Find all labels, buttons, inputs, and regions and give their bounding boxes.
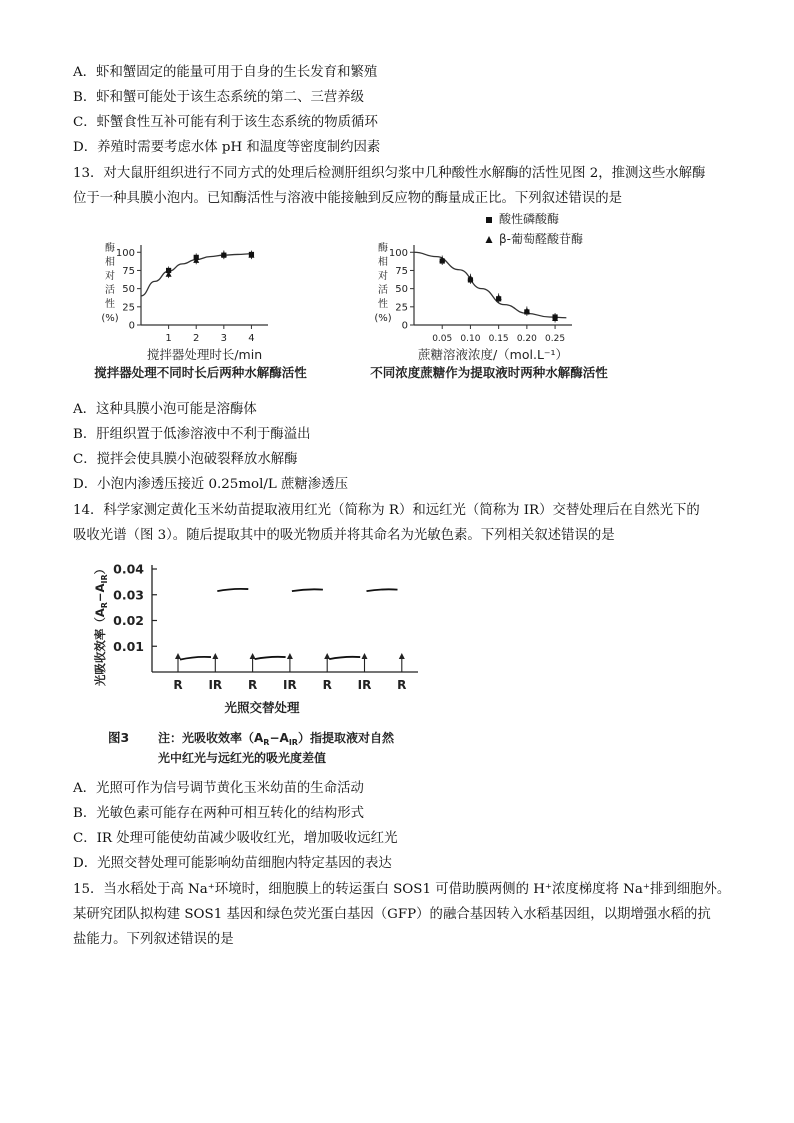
y-axis-label-close: ） bbox=[93, 562, 107, 575]
figure-note-line1 bbox=[158, 730, 395, 747]
q14-option-d: D．光照交替处理可能影响幼苗细胞内特定基因的表达 bbox=[73, 856, 392, 871]
x-tick-label: 0.25 bbox=[545, 334, 566, 344]
q14-option-c: C．IR 处理可能使幼苗减少吸收红光，增加吸收远红光 bbox=[73, 831, 398, 846]
chart-title: 搅拌器处理不同时长后两种水解酶活性 bbox=[94, 365, 307, 380]
absorption-segment bbox=[329, 657, 360, 659]
chart-title: 不同浓度蔗糖作为提取液时两种水解酶活性 bbox=[370, 365, 608, 380]
y-axis-label-char: (%) bbox=[101, 313, 119, 324]
treatment-arrow-head bbox=[324, 653, 330, 659]
treatment-arrow-head bbox=[250, 653, 256, 659]
y-tick-label: 100 bbox=[115, 247, 135, 259]
figure-2 bbox=[0, 212, 794, 402]
q14-stem-line1: 14．科学家测定黄化玉米幼苗提取液用红光（简称为 R）和远红光（简称为 IR）交替处理后在自然光下的 bbox=[73, 503, 700, 518]
treatment-arrow-head bbox=[362, 653, 368, 659]
y-axis-label-main: 光吸收效率（A bbox=[93, 608, 107, 687]
q12-option-c: C．虾蟹食性互补可能有利于该生态系统的物质循环 bbox=[73, 115, 378, 130]
treatment-label: IR bbox=[208, 678, 223, 692]
legend-label: β-葡萄醛酸苷酶 bbox=[499, 232, 583, 246]
figure-note-line2: 光中红光与远红光的吸光度差值 bbox=[158, 751, 327, 765]
y-axis-label-char: (%) bbox=[374, 313, 392, 324]
y-tick-label: 0.04 bbox=[113, 561, 144, 577]
q14-option-a: A．光照可作为信号调节黄化玉米幼苗的生命活动 bbox=[73, 781, 364, 796]
treatment-arrow-head bbox=[399, 653, 405, 659]
y-tick-label: 0.03 bbox=[113, 587, 144, 603]
x-tick-label: 1 bbox=[165, 333, 172, 344]
y-axis-label-sub: IR bbox=[100, 574, 109, 584]
absorption-segment bbox=[367, 589, 398, 591]
q13-option-c: C．搅拌会使具膜小泡破裂释放水解酶 bbox=[73, 452, 298, 467]
note-part: ）指提取液对自然 bbox=[297, 731, 394, 745]
q14-option-b: B．光敏色素可能存在两种可相互转化的结构形式 bbox=[73, 806, 365, 821]
x-axis-label: 搅拌器处理时长/min bbox=[146, 347, 263, 362]
q15-stem-line2: 某研究团队拟构建 SOS1 基因和绿色荧光蛋白基因（GFP）的融合基因转入水稻基因组，以期增强水稻的抗 bbox=[73, 907, 711, 922]
q13-stem-line2: 位于一种具膜小泡内。已知酶活性与溶液中能接触到反应物的酶量成正比。下列叙述错误的是 bbox=[73, 191, 623, 206]
treatment-label: IR bbox=[283, 678, 297, 692]
q13-option-a: A．这种具膜小泡可能是溶酶体 bbox=[73, 402, 257, 417]
treatment-label: R bbox=[247, 678, 258, 692]
y-tick-label: 100 bbox=[388, 247, 408, 259]
figure-title: 图3 bbox=[108, 730, 130, 745]
x-tick-label: 0.10 bbox=[460, 334, 481, 344]
legend-label: 酸性磷酸酶 bbox=[499, 212, 560, 226]
y-tick-label: 0.01 bbox=[113, 638, 144, 654]
q12-option-a: A．虾和蟹固定的能量可用于自身的生长发育和繁殖 bbox=[73, 65, 378, 80]
absorption-segment bbox=[180, 657, 211, 660]
chart-stirring-time bbox=[94, 241, 307, 380]
y-tick-label: 25 bbox=[122, 302, 135, 314]
legend-marker-square bbox=[486, 217, 492, 223]
x-tick-label: 0.05 bbox=[432, 334, 453, 344]
y-tick-label: 0.02 bbox=[113, 613, 144, 628]
y-axis-label-char: 性 bbox=[105, 299, 115, 310]
chart-sucrose-concentration bbox=[370, 211, 608, 380]
q13-option-b: B．肝组织置于低渗溶液中不利于酶溢出 bbox=[73, 427, 311, 442]
y-axis-label-sub: R bbox=[100, 602, 109, 609]
y-axis-label-minus: −A bbox=[93, 583, 107, 603]
y-tick-label: 75 bbox=[395, 265, 408, 277]
q15-stem-line3: 盐能力。下列叙述错误的是 bbox=[73, 932, 234, 947]
x-tick-label: 0.20 bbox=[516, 334, 537, 344]
treatment-label: R bbox=[322, 678, 332, 692]
absorption-segment bbox=[255, 657, 286, 659]
x-tick-label: 4 bbox=[248, 333, 255, 344]
y-tick-label: 50 bbox=[122, 284, 135, 296]
y-axis-label-char: 性 bbox=[378, 299, 388, 310]
q12-option-b: B．虾和蟹可能处于该生态系统的第二、三营养级 bbox=[73, 90, 365, 105]
y-tick-label: 25 bbox=[395, 302, 408, 314]
note-part: −A bbox=[269, 731, 289, 745]
q12-option-d: D．养殖时需要考虑水体 pH 和温度等密度制约因素 bbox=[73, 140, 381, 155]
note-part: 注：光吸收效率（A bbox=[158, 731, 264, 745]
q14-stem-line2: 吸收光谱（图 3）。随后提取其中的吸光物质并将其命名为光敏色素。下列相关叙述错误的是 bbox=[73, 528, 615, 543]
note-sub: R bbox=[263, 738, 270, 747]
y-axis-label-char: 对 bbox=[378, 271, 388, 282]
treatment-arrow-head bbox=[212, 653, 218, 659]
y-axis-label-char: 活 bbox=[105, 285, 115, 296]
trend-curve bbox=[414, 252, 566, 317]
absorption-segment bbox=[292, 589, 323, 591]
y-tick-label: 75 bbox=[122, 265, 135, 277]
x-tick-label: 0.15 bbox=[488, 334, 509, 344]
y-axis-label-char: 对 bbox=[105, 271, 115, 282]
x-tick-label: 2 bbox=[193, 333, 200, 344]
figure-3 bbox=[0, 557, 794, 772]
y-axis-label-char: 相 bbox=[378, 257, 388, 268]
treatment-label: R bbox=[397, 678, 407, 692]
treatment-arrow-head bbox=[287, 653, 293, 659]
y-tick-label: 0 bbox=[128, 320, 135, 332]
y-axis-label-char: 酶 bbox=[105, 243, 115, 254]
absorption-segment bbox=[217, 589, 248, 591]
q13-stem-line1: 13．对大鼠肝组织进行不同方式的处理后检测肝组织匀浆中几种酸性水解酶的活性见图 2，推测这些水解酶 bbox=[73, 166, 706, 181]
y-tick-label: 0 bbox=[401, 320, 408, 332]
y-axis-label bbox=[93, 563, 109, 686]
legend-marker-triangle bbox=[486, 236, 493, 243]
y-tick-label: 50 bbox=[395, 284, 408, 296]
q15-stem-line1: 15．当水稻处于高 Na⁺环境时，细胞膜上的转运蛋白 SOS1 可借助膜两侧的 H⁺浓度梯度将 Na⁺排到细胞外。 bbox=[73, 882, 731, 897]
chart-light-absorption bbox=[93, 562, 418, 766]
note-sub: IR bbox=[288, 738, 298, 747]
treatment-arrow-head bbox=[175, 653, 181, 659]
x-tick-label: 3 bbox=[220, 333, 228, 344]
x-axis-label: 光照交替处理 bbox=[224, 700, 300, 715]
treatment-label: IR bbox=[357, 678, 372, 692]
q13-option-d: D．小泡内渗透压接近 0.25mol/L 蔗糖渗透压 bbox=[73, 477, 348, 492]
x-axis-label: 蔗糖溶液浓度/（mol.L⁻¹） bbox=[417, 347, 569, 362]
y-axis-label-char: 相 bbox=[105, 257, 115, 268]
y-axis-label-char: 活 bbox=[378, 285, 388, 296]
treatment-label: R bbox=[173, 678, 183, 692]
y-axis-label-char: 酶 bbox=[378, 243, 388, 254]
